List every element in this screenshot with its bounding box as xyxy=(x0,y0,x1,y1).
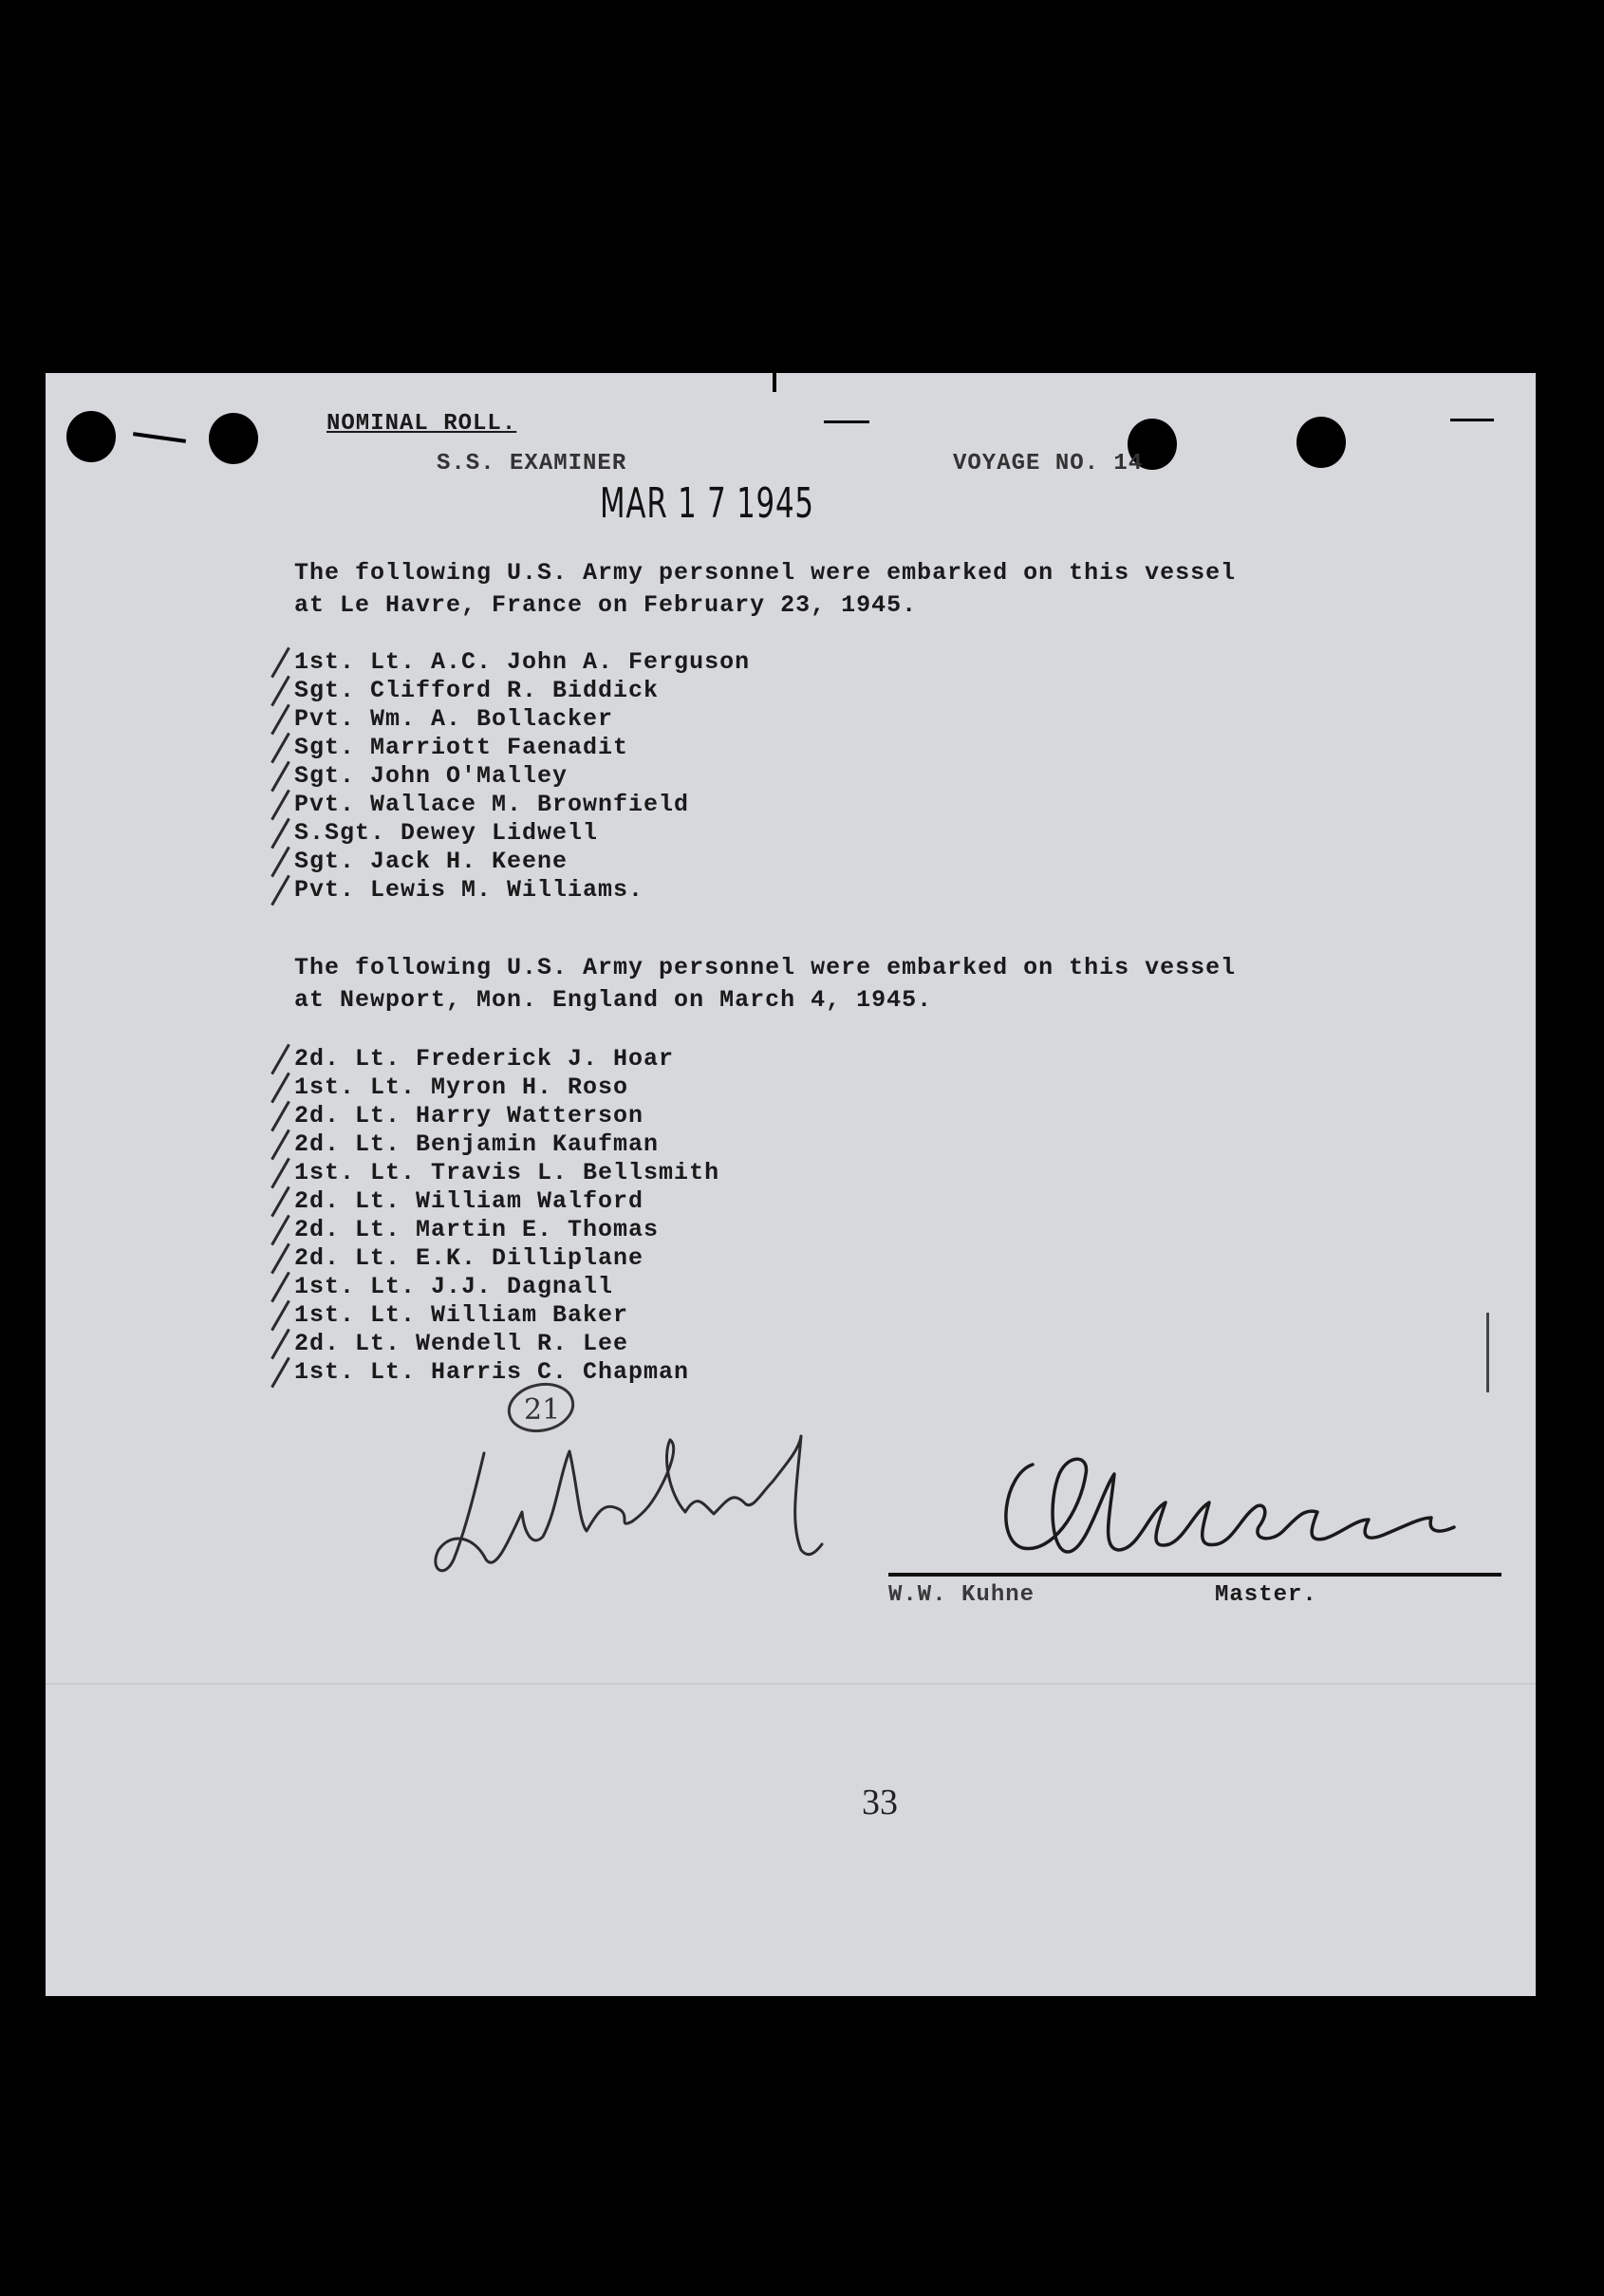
vessel-name: S.S. EXAMINER xyxy=(437,451,627,476)
list-item xyxy=(294,1301,719,1330)
list-item xyxy=(294,734,750,762)
personnel-entry: 2d. Lt. Wendell R. Lee xyxy=(294,1330,629,1357)
date-stamp: MAR 1 7 1945 xyxy=(600,479,814,528)
document-page xyxy=(46,373,1536,1996)
personnel-entry: Sgt. Marriott Faenadit xyxy=(294,734,629,761)
handwritten-signature-left xyxy=(418,1370,854,1597)
section2-intro-line1: The following U.S. Army personnel were embarked on this vessel xyxy=(294,954,1237,981)
check-mark xyxy=(270,1243,290,1275)
list-item xyxy=(294,848,750,876)
ink-mark xyxy=(824,420,869,423)
list-item xyxy=(294,705,750,734)
personnel-entry: 2d. Lt. E.K. Dilliplane xyxy=(294,1244,644,1272)
list-item xyxy=(294,1244,719,1273)
list-item xyxy=(294,1216,719,1244)
circled-count: 21 xyxy=(524,1393,561,1427)
personnel-entry: 1st. Lt. J.J. Dagnall xyxy=(294,1273,614,1300)
check-mark xyxy=(270,647,290,679)
list-item xyxy=(294,1130,719,1159)
personnel-entry: Pvt. Lewis M. Williams. xyxy=(294,876,644,904)
check-mark xyxy=(270,1357,290,1389)
check-mark xyxy=(270,1129,290,1161)
check-mark xyxy=(270,761,290,793)
document-title: NOMINAL ROLL. xyxy=(326,411,517,437)
personnel-entry: 2d. Lt. Harry Watterson xyxy=(294,1102,644,1129)
personnel-entry: S.Sgt. Dewey Lidwell xyxy=(294,819,599,847)
ink-mark xyxy=(1450,419,1494,421)
personnel-entry: 1st. Lt. Travis L. Bellsmith xyxy=(294,1159,720,1186)
punch-hole-left xyxy=(66,411,116,462)
list-item xyxy=(294,791,750,819)
personnel-entry: Pvt. Wm. A. Bollacker xyxy=(294,705,614,733)
section2-intro-line2: at Newport, Mon. England on March 4, 1945. xyxy=(294,986,933,1014)
check-mark xyxy=(270,1272,290,1303)
punch-hole-left-2 xyxy=(209,413,258,464)
check-mark xyxy=(270,1101,290,1132)
margin-mark xyxy=(1486,1313,1489,1392)
check-mark xyxy=(270,1073,290,1104)
personnel-entry: Sgt. John O'Malley xyxy=(294,762,569,790)
section1-personnel-list xyxy=(294,648,750,905)
section2-personnel-list xyxy=(294,1045,719,1387)
list-item xyxy=(294,1187,719,1216)
personnel-entry: Sgt. Jack H. Keene xyxy=(294,848,569,875)
check-mark xyxy=(270,847,290,878)
personnel-entry: 1st. Lt. William Baker xyxy=(294,1301,629,1329)
personnel-entry: Sgt. Clifford R. Biddick xyxy=(294,677,660,704)
check-mark xyxy=(270,676,290,707)
check-mark xyxy=(270,733,290,764)
section1-intro-line1: The following U.S. Army personnel were embarked on this vessel xyxy=(294,559,1237,587)
list-item xyxy=(294,1045,719,1073)
list-item xyxy=(294,876,750,905)
check-mark xyxy=(270,818,290,849)
personnel-entry: 2d. Lt. Frederick J. Hoar xyxy=(294,1045,675,1073)
voyage-number: VOYAGE NO. 14 xyxy=(953,451,1144,476)
personnel-entry: Pvt. Wallace M. Brownfield xyxy=(294,791,690,818)
check-mark xyxy=(270,1186,290,1218)
signature-line xyxy=(888,1573,1501,1577)
check-mark xyxy=(270,1044,290,1075)
section1-intro-line2: at Le Havre, France on February 23, 1945. xyxy=(294,591,918,619)
signer-title: Master. xyxy=(1215,1582,1317,1608)
check-mark xyxy=(270,790,290,821)
list-item xyxy=(294,819,750,848)
signer-name: W.W. Kuhne xyxy=(888,1582,1035,1608)
list-item xyxy=(294,1159,719,1187)
page-number: 33 xyxy=(862,1783,898,1822)
ink-mark xyxy=(773,350,776,392)
personnel-entry: 1st. Lt. A.C. John A. Ferguson xyxy=(294,648,751,676)
list-item xyxy=(294,762,750,791)
list-item xyxy=(294,1073,719,1102)
personnel-entry: 2d. Lt. Benjamin Kaufman xyxy=(294,1130,660,1158)
handwritten-signature-master xyxy=(900,1436,1526,1569)
check-mark xyxy=(270,704,290,736)
personnel-entry: 2d. Lt. William Walford xyxy=(294,1187,644,1215)
list-item xyxy=(294,1330,719,1358)
ink-mark xyxy=(133,432,186,443)
check-mark xyxy=(270,1215,290,1246)
list-item xyxy=(294,1273,719,1301)
personnel-entry: 2d. Lt. Martin E. Thomas xyxy=(294,1216,660,1243)
personnel-entry: 1st. Lt. Myron H. Roso xyxy=(294,1073,629,1101)
list-item xyxy=(294,677,750,705)
check-mark xyxy=(270,1158,290,1189)
punch-hole-right xyxy=(1296,417,1346,468)
paper-fold-line xyxy=(46,1683,1536,1685)
personnel-entry: 1st. Lt. Harris C. Chapman xyxy=(294,1358,690,1386)
list-item xyxy=(294,1102,719,1130)
list-item xyxy=(294,648,750,677)
check-mark xyxy=(270,875,290,906)
check-mark xyxy=(270,1300,290,1332)
check-mark xyxy=(270,1329,290,1360)
